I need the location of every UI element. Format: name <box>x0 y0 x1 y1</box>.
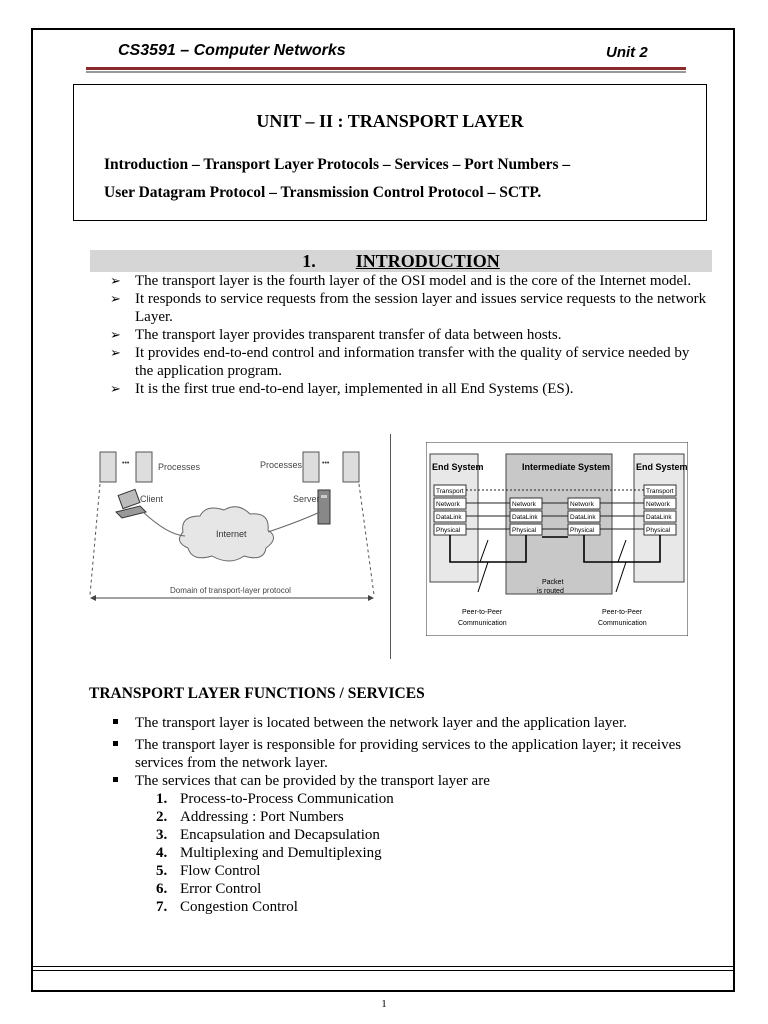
dots-left: ••• <box>122 460 130 467</box>
svg-text:Physical: Physical <box>512 527 537 534</box>
svg-text:Physical: Physical <box>570 527 595 534</box>
header-course-title: CS3591 – Computer Networks <box>118 42 346 59</box>
server-link <box>268 512 320 532</box>
internet-label: Internet <box>216 529 247 539</box>
svg-text:Network: Network <box>436 501 460 508</box>
client-label: Client <box>140 494 164 504</box>
section-heading <box>90 250 712 272</box>
list-item: ➢ It responds to service requests from the session layer and issues service requests to the network Layer. <box>110 291 707 325</box>
svg-text:DataLink: DataLink <box>436 514 462 521</box>
osi-layers-figure <box>426 442 688 636</box>
svg-text:Transport: Transport <box>646 488 674 495</box>
server-icon <box>318 490 330 524</box>
services-numbered-list <box>156 790 394 916</box>
svg-text:Physical: Physical <box>436 527 461 534</box>
functions-heading: TRANSPORT LAYER FUNCTIONS / SERVICES <box>89 685 425 702</box>
arrow-bullet-icon: ➢ <box>110 381 121 396</box>
unit-summary-box <box>73 84 707 221</box>
p2p-right-1: Peer-to-Peer <box>602 609 643 616</box>
client-link <box>143 512 185 536</box>
svg-text:DataLink: DataLink <box>570 514 596 521</box>
header-rule-shadow <box>86 71 686 73</box>
domain-label: Domain of transport-layer protocol <box>170 586 291 595</box>
p2p-right-2: Communication <box>598 620 647 627</box>
unit-title: UNIT – II : TRANSPORT LAYER <box>256 111 524 131</box>
processes-right-label: Processes <box>260 460 303 470</box>
square-bullet-icon <box>113 777 118 782</box>
packet-label-1: Packet <box>542 579 564 586</box>
svg-text:DataLink: DataLink <box>646 514 672 521</box>
list-item: ➢ The transport layer provides transparent transfer of data between hosts. <box>110 327 562 343</box>
transport-domain-figure <box>88 440 378 610</box>
list-item: 6. Error Control <box>156 881 262 897</box>
list-item: 3. Encapsulation and Decapsulation <box>156 827 380 843</box>
list-item: ➢ It provides end-to-end control and information transfer with the quality of service needed by the application program. <box>110 345 690 379</box>
unit-topics-line-2: User Datagram Protocol – Transmission Control Protocol – SCTP. <box>104 184 542 201</box>
process-box-icon <box>303 452 319 482</box>
intermediate-system-label: Intermediate System <box>522 462 611 472</box>
square-bullet-icon <box>113 719 118 724</box>
end-system-right-label: End System <box>636 462 688 472</box>
svg-text:Network: Network <box>570 501 594 508</box>
functions-bullet-list <box>110 714 710 790</box>
svg-text:DataLink: DataLink <box>512 514 538 521</box>
figure-divider <box>390 434 391 659</box>
arrow-bullet-icon: ➢ <box>110 273 121 288</box>
svg-text:Physical: Physical <box>646 527 671 534</box>
section-number: 1. <box>302 251 316 271</box>
page-number: 1 <box>381 998 387 1010</box>
list-item: The transport layer is responsible for providing services to the application layer; it receives services from the network layer. <box>110 736 710 772</box>
intro-bullet-list <box>110 272 710 398</box>
list-item: The services that can be provided by the transport layer are <box>110 772 710 790</box>
section-heading-bar <box>90 250 712 272</box>
domain-boundary-left <box>90 484 100 595</box>
server-label: Server <box>293 494 320 504</box>
end-system-left-label: End System <box>432 462 484 472</box>
list-item: The transport layer is located between the network layer and the application layer. <box>110 714 710 732</box>
dots-right: ••• <box>322 460 330 467</box>
list-item: 1. Process-to-Process Communication <box>156 791 394 807</box>
p2p-left-2: Communication <box>458 620 507 627</box>
arrow-bullet-icon: ➢ <box>110 291 121 306</box>
header-unit-label: Unit 2 <box>606 44 648 61</box>
arrow-bullet-icon: ➢ <box>110 345 121 360</box>
list-item: 5. Flow Control <box>156 863 261 879</box>
unit-topics-line-1: Introduction – Transport Layer Protocols – Services – Port Numbers – <box>104 156 571 173</box>
packet-label-2: is routed <box>537 588 564 595</box>
list-item: 7. Congestion Control <box>156 899 298 915</box>
svg-text:Network: Network <box>646 501 670 508</box>
header-rule <box>86 67 686 70</box>
process-box-icon <box>136 452 152 482</box>
list-item: ➢ It is the first true end-to-end layer, implemented in all End Systems (ES). <box>110 381 574 397</box>
section-title: INTRODUCTION <box>355 251 500 271</box>
square-bullet-icon <box>113 741 118 746</box>
process-box-icon <box>100 452 116 482</box>
mid-layer-stack-left <box>510 498 542 535</box>
footer-rule-2 <box>33 970 733 971</box>
processes-left-label: Processes <box>158 462 201 472</box>
arrow-bullet-icon: ➢ <box>110 327 121 342</box>
p2p-left-1: Peer-to-Peer <box>462 609 503 616</box>
domain-boundary-right <box>359 484 374 595</box>
mid-layer-stack-right <box>568 498 600 535</box>
list-item: 2. Addressing : Port Numbers <box>156 809 344 825</box>
process-box-icon <box>343 452 359 482</box>
list-item: 4. Multiplexing and Demultiplexing <box>156 845 382 861</box>
svg-text:Network: Network <box>512 501 536 508</box>
svg-text:Transport: Transport <box>436 488 464 495</box>
footer-rule <box>33 966 733 967</box>
unit-topics <box>104 151 694 207</box>
list-item: ➢ The transport layer is the fourth layer of the OSI model and is the core of the Internet model. <box>110 273 692 289</box>
